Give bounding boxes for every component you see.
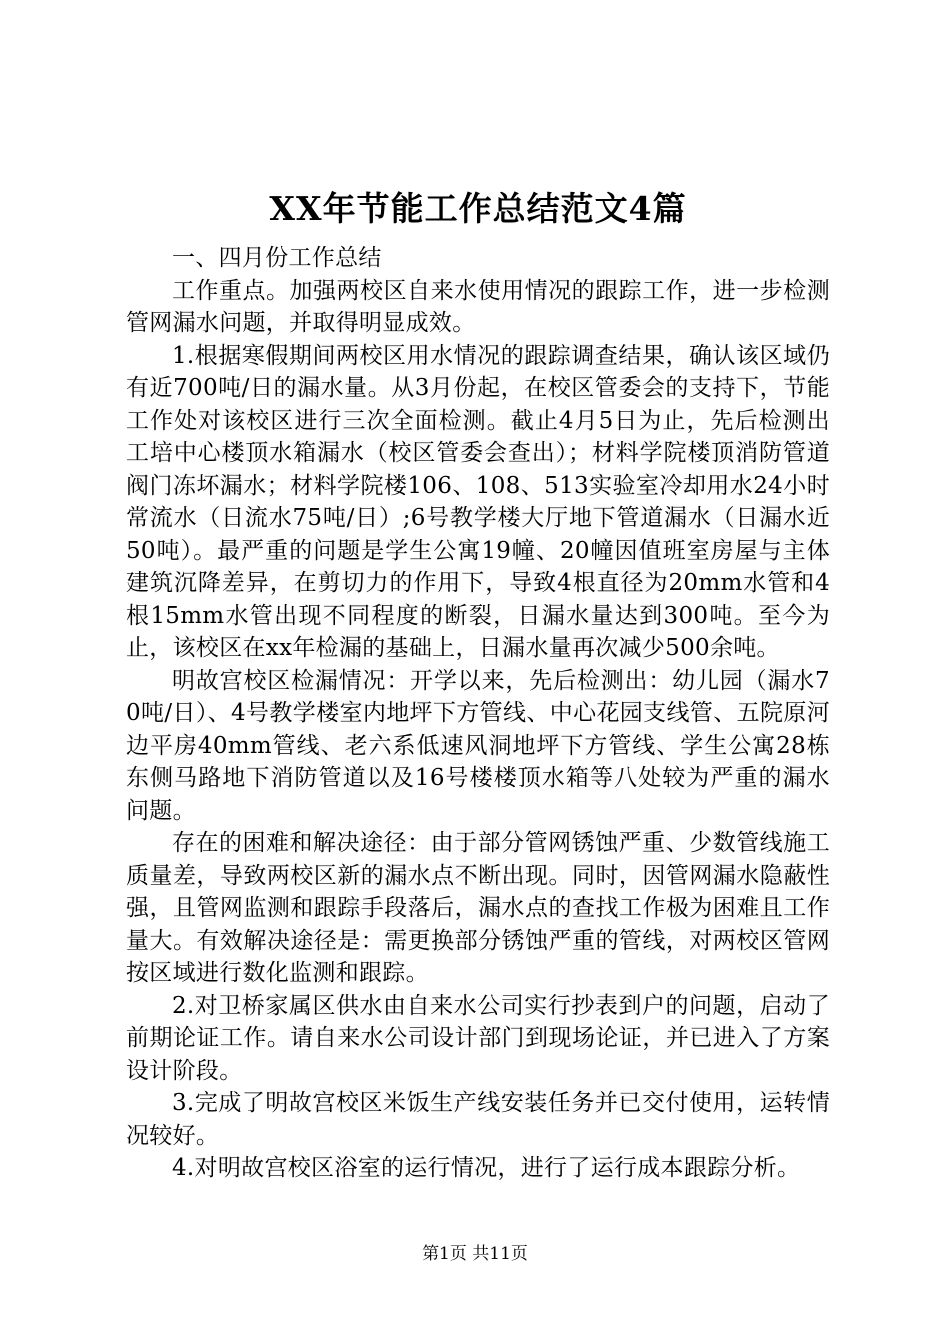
paragraph-work-focus: 工作重点。加强两校区自来水使用情况的跟踪工作，进一步检测管网漏水问题，并取得明显成效。 — [126, 277, 830, 336]
document-page — [126, 178, 830, 1185]
paragraph-leak-detection: 明故宫校区检漏情况：开学以来，先后检测出：幼儿园（漏水70吨/日）、4号教学楼室内地坪下方管线、中心花园支线管、五院原河边平房40mm管线、老六系低速风洞地坪下方管线、学生公寓28栋东侧马路地下消防管道以及16号楼楼顶水箱等八处较为严重的漏水问题。 — [126, 667, 830, 824]
paragraph-item-2: 2.对卫桥家属区供水由自来水公司实行抄表到户的问题，启动了前期论证工作。请自来水公司设计部门到现场论证，并已进入了方案设计阶段。 — [126, 992, 830, 1084]
paragraph-difficulties: 存在的困难和解决途径：由于部分管网锈蚀严重、少数管线施工质量差，导致两校区新的漏水点不断出现。同时，因管网漏水隐蔽性强，且管网监测和跟踪手段落后，漏水点的查找工作极为困难且工作量大。有效解决途径是：需更换部分锈蚀严重的管线，对两校区管网按区域进行数化监测和跟踪。 — [126, 830, 830, 986]
page-number-footer: 第1页 共11页 — [422, 1244, 528, 1264]
paragraph-section-heading: 一、四月份工作总结 — [172, 245, 382, 271]
document-title: XX年节能工作总结范文4篇 — [269, 189, 687, 228]
paragraph-item-3: 3.完成了明故宫校区米饭生产线安装任务并已交付使用，运转情况较好。 — [126, 1090, 830, 1149]
paragraph-item-1: 1.根据寒假期间两校区用水情况的跟踪调查结果，确认该区域仍有近700吨/日的漏水量。从3月份起，在校区管委会的支持下，节能工作处对该校区进行三次全面检测。截止4月5日为止，先后检测出工培中心楼顶水箱漏水（校区管委会查出）；材料学院楼顶消防管道阀门冻坏漏水；材料学院楼106、108、513实验室冷却用水24小时常流水（日流水75吨/日）;6号教学楼大厅地下管道漏水（日漏水近50吨）。最严重的问题是学生公寓19幢、20幢因值班室房屋与主体建筑沉降差异，在剪切力的作用下，导致4根直径为20mm水管和4根15mm水管出现不同程度的断裂，日漏水量达到300吨。至今为止，该校区在xx年检漏的基础上，日漏水量再次减少500余吨。 — [126, 342, 830, 661]
paragraph-item-4: 4.对明故宫校区浴室的运行情况，进行了运行成本跟踪分析。 — [172, 1155, 801, 1181]
